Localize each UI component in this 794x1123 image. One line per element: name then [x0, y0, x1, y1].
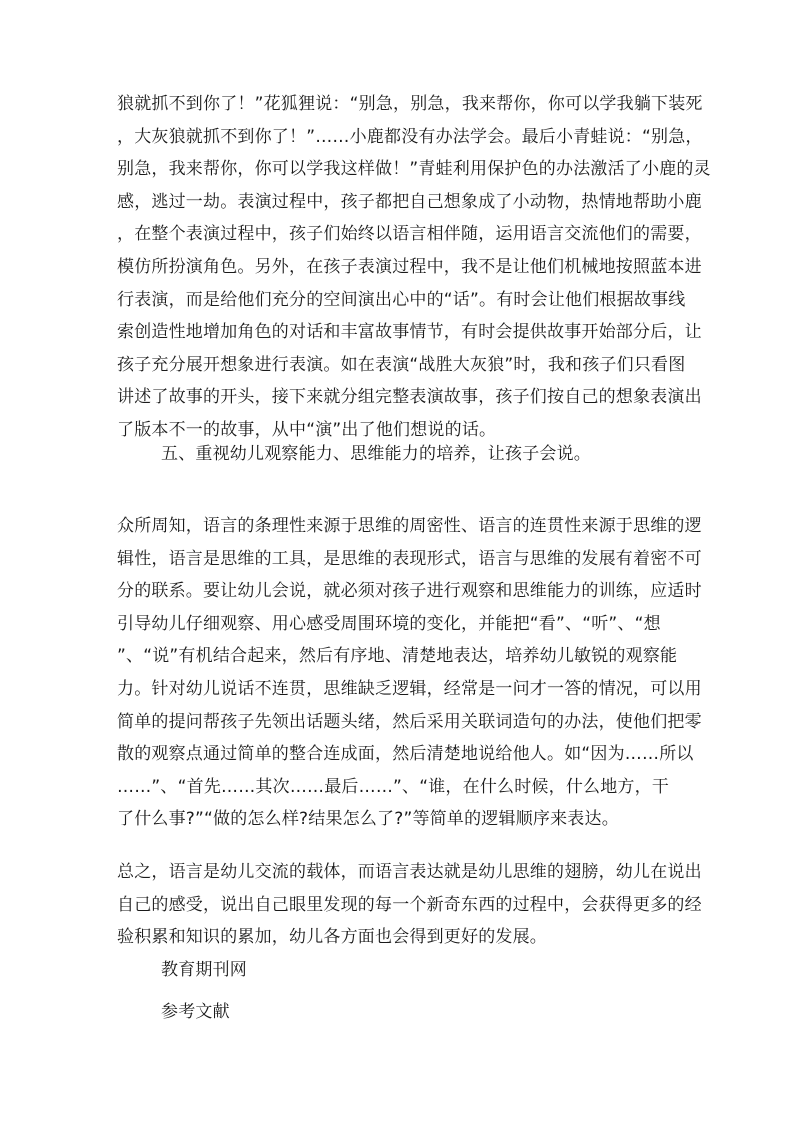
text-line: 分的联系。要让幼儿会说，就必须对孩子进行观察和思维能力的训练，应适时 — [117, 581, 702, 602]
text-line: 感，逃过一劫。表演过程中，孩子都把自己想象成了小动物，热情地帮助小鹿 — [117, 191, 702, 212]
text-line: ，在整个表演过程中，孩子们始终以语言相伴随，运用语言交流他们的需要， — [117, 224, 702, 245]
heading-text: 五、重视幼儿观察能力、思维能力的培养，让孩子会说。 — [161, 444, 591, 464]
text-line: 讲述了故事的开头，接下来就分组完整表演故事，孩子们按自己的想象表演出 — [117, 387, 702, 408]
text-line: 众所周知，语言的条理性来源于思维的周密性、语言的连贯性来源于思维的逻 — [117, 516, 702, 536]
text-line: ”、“说”有机结合起来，然后有序地、清楚地表达，培养幼儿敏锐的观察能 — [117, 646, 678, 667]
text-line: 狼就抓不到你了！”花狐狸说：“别急，别急，我来帮你，你可以学我躺下装死 — [117, 94, 703, 114]
text-line: 引导幼儿仔细观察、用心感受周围环境的变化，并能把“看”、“听”、“想 — [117, 613, 661, 634]
references-text: 参考文献 — [161, 1002, 230, 1022]
paragraph-observation-thinking — [117, 510, 702, 836]
paragraph-story-performance — [117, 88, 711, 447]
text-line: 孩子充分展开想象进行表演。如在表演“战胜大灰狼”时，我和孩子们只看图 — [117, 354, 686, 375]
text-line: 验积累和知识的累加，幼儿各方面也会得到更好的发展。 — [117, 927, 547, 948]
text-line: 辑性，语言是思维的工具，是思维的表现形式，语言与思维的发展有着密不可 — [117, 548, 702, 569]
section-heading — [161, 438, 681, 471]
text-line: 了什么事?”“做的怎么样?结果怎么了?”等简单的逻辑顺序来表达。 — [117, 809, 619, 830]
text-line: 别急，我来帮你，你可以学我这样做！”青蛙利用保护色的办法激活了小鹿的灵 — [117, 159, 711, 180]
source-line — [161, 954, 461, 987]
paragraph-conclusion — [117, 856, 702, 954]
text-line: 行表演，而是给他们充分的空间演出心中的“话”。有时会让他们根据故事线 — [117, 289, 686, 310]
text-line: 模仿所扮演角色。另外，在孩子表演过程中，我不是让他们机械地按照蓝本进 — [117, 256, 702, 277]
text-line: ……”、“首先……其次……最后……”、“谁，在什么时候，什么地方，干 — [117, 776, 670, 797]
text-line: 自己的感受，说出自己眼里发现的每一个新奇东西的过程中，会获得更多的经 — [117, 894, 702, 915]
text-line: 简单的提问帮孩子先领出话题头绪，然后采用关联词造句的办法，使他们把零 — [117, 711, 702, 732]
text-line: 总之，语言是幼儿交流的载体，而语言表达就是幼儿思维的翅膀，幼儿在说出 — [117, 862, 702, 882]
references-heading — [161, 996, 461, 1029]
text-line: 力。针对幼儿说话不连贯，思维缺乏逻辑，经常是一问才一答的情况，可以用 — [117, 678, 702, 699]
source-text: 教育期刊网 — [161, 960, 247, 980]
text-line: 索创造性地增加角色的对话和丰富故事情节，有时会提供故事开始部分后，让 — [117, 322, 702, 343]
text-line: 散的观察点通过简单的整合连成面，然后清楚地说给他人。如“因为……所以 — [117, 744, 694, 765]
text-line: 了版本不一的故事，从中“演”出了他们想说的话。 — [117, 419, 497, 440]
text-line: ，大灰狼就抓不到你了！”……小鹿都没有办法学会。最后小青蛙说：“别急， — [117, 126, 703, 147]
